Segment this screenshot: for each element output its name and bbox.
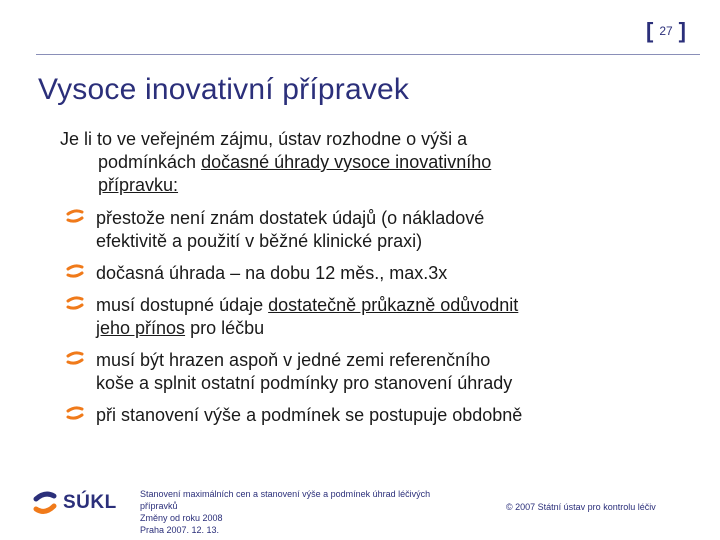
slide-title: Vysoce inovativní přípravek <box>38 73 410 106</box>
bullet-underlined: jeho přínos <box>96 318 186 338</box>
bullet-text: musí dostupné údaje <box>96 295 269 315</box>
intro-text: podmínkách <box>98 152 202 172</box>
bracket-right: ] <box>678 18 686 43</box>
bullet-swoosh-icon <box>66 263 84 279</box>
bullet-swoosh-icon <box>66 350 84 366</box>
intro-underlined: dočasné úhrady vysoce inovativního <box>201 152 492 172</box>
intro-line-3: přípravku: <box>98 175 179 195</box>
logo-text: SÚKL <box>63 492 117 513</box>
list-item <box>66 294 656 340</box>
sukl-logo <box>32 490 117 516</box>
bullet-text: pro léčbu <box>185 318 265 338</box>
list-item <box>66 404 656 427</box>
list-item <box>66 207 656 253</box>
sukl-logo-icon <box>32 490 58 516</box>
footer-line: přípravků <box>140 501 178 511</box>
bullet-swoosh-icon <box>66 208 84 224</box>
list-item <box>66 262 656 285</box>
header-divider <box>36 54 700 55</box>
footer-line: Praha 2007. 12. 13. <box>140 525 220 535</box>
bullet-line: při stanovení výše a podmínek se postupuje obdobně <box>96 405 523 425</box>
bullet-swoosh-icon <box>66 405 84 421</box>
bullet-line: musí být hrazen aspoň v jedné zemi referenčního <box>96 350 491 370</box>
bullet-line: koše a splnit ostatní podmínky pro stanovení úhrady <box>96 373 513 393</box>
copyright: © 2007 Státní ústav pro kontrolu léčiv <box>506 502 656 512</box>
intro-paragraph <box>60 128 620 197</box>
footer-line: Stanovení maximálních cen a stanovení výše a podmínek úhrad léčivých <box>140 489 431 499</box>
footer-line: Změny od roku 2008 <box>140 513 223 523</box>
bullet-line: efektivitě a použití v běžné klinické praxi) <box>96 231 423 251</box>
bullet-underlined: dostatečně průkazně odůvodnit <box>268 295 519 315</box>
list-item <box>66 349 656 395</box>
bullet-swoosh-icon <box>66 295 84 311</box>
bullet-line: dočasná úhrada – na dobu 12 měs., max.3x <box>96 263 448 283</box>
intro-line-2 <box>60 151 620 174</box>
bullet-line: přestože není znám dostatek údajů (o nákladové <box>96 208 485 228</box>
bracket-left: [ <box>645 18 654 43</box>
footer-info <box>140 488 480 536</box>
intro-line-1: Je li to ve veřejném zájmu, ústav rozhodne o výši a <box>60 129 468 149</box>
page-number-value: 27 <box>659 24 673 38</box>
page-number <box>646 20 686 42</box>
